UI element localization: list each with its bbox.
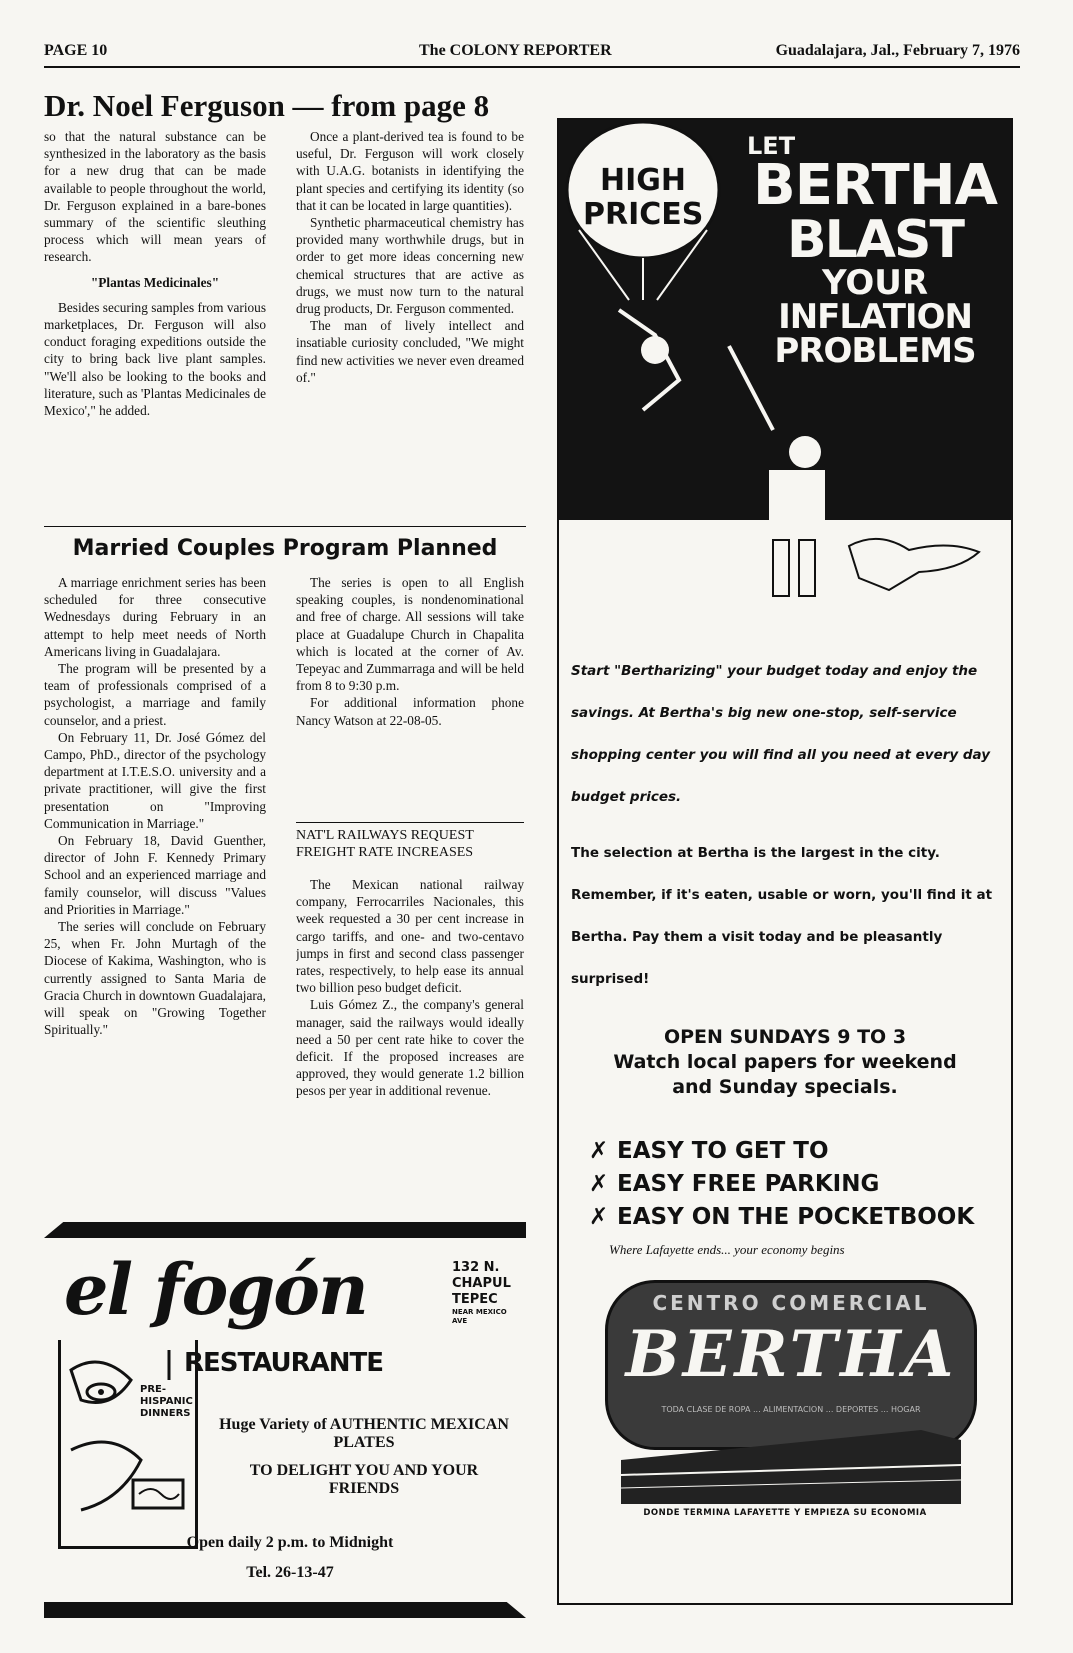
masthead [44, 38, 1020, 68]
slogan-blast: BLAST [787, 210, 963, 270]
face-drawing [61, 1340, 195, 1546]
ferguson-headline: Dr. Noel Ferguson — from page 8 [44, 88, 490, 123]
easy-item-text: EASY ON THE POCKETBOOK [617, 1204, 975, 1230]
paragraph: A marriage enrichment series has been scheduled for three consecutive Wednesdays during February in an attempt to help meet needs of North Americans living in Guadalajara. [44, 575, 266, 659]
paragraph: On February 11, Dr. José Gómez del Campo, PhD., director of the psychology department at I.T.E.S.O. university and a private practitioner, will give the first presentation on "Improving Communication in Marriage." [44, 729, 266, 831]
married-col-2 [296, 574, 524, 814]
fogon-hours: Open daily 2 p.m. to Midnight [186, 1534, 394, 1551]
divider [44, 526, 526, 527]
paragraph: For additional information phone Nancy Watson at 22-08-05. [296, 695, 524, 728]
paragraph: The program will be presented by a team of professionals comprised of a psychologist, a marriage and family counselor, and a priest. [44, 661, 266, 728]
fogon-face-illustration [58, 1340, 198, 1549]
paragraph: Synthetic pharmaceutical chemistry has provided many worthwhile drugs, but in order to get more ideas concerning new chemical structures that are active as drugs, we must now turn to the natural drug products, Dr. Ferguson commented. [296, 215, 524, 317]
fogon-variety: Huge Variety of AUTHENTIC MEXICAN PLATES [219, 1416, 509, 1451]
page-number: PAGE 10 [44, 42, 108, 59]
address-sub: NEAR MEXICO AVE [452, 1308, 507, 1325]
star-icon: ✗ [589, 1138, 609, 1164]
centro-top-text: CENTRO COMERCIAL [652, 1291, 930, 1315]
paragraph: Besides securing samples from various marketplaces, Dr. Ferguson will also conduct foraging expeditions outside the city to bring back live plant samples. "We'll also be looking to the books and literature, such as 'Plantas Medicinales de Mexico'," he added. [44, 299, 266, 419]
weekend-specials: Watch local papers for weekend and Sunday specials. [613, 1051, 957, 1098]
railways-headline: NAT'L RAILWAYS REQUEST FREIGHT RATE INCREASES [296, 822, 524, 861]
easy-list [589, 1135, 974, 1234]
fogon-delight: TO DELIGHT YOU AND YOUR FRIENDS [249, 1462, 479, 1497]
paragraph: The man of lively intellect and insatiable curiosity concluded, "We might find new activities we never even dreamed of." [296, 318, 524, 385]
ferguson-col-2 [296, 128, 524, 524]
paragraph: Once a plant-derived tea is found to be useful, Dr. Ferguson will work closely with U.A.G. botanists in identifying the plant species and certifying its identity (so that it can be located in large quantities). [296, 129, 524, 213]
fogon-tel: Tel. 26-13-47 [246, 1564, 334, 1581]
easy-item-text: EASY TO GET TO [617, 1138, 829, 1164]
star-icon: ✗ [589, 1171, 609, 1197]
paragraph: On February 18, David Guenther, director of John F. Kennedy Primary School and an experienced marriage and family counselor, will discuss "Values and Priorities in Marriage." [44, 833, 266, 917]
open-hours: OPEN SUNDAYS 9 TO 3 [663, 1026, 907, 1048]
donde-footer: DONDE TERMINA LAFAYETTE Y EMPIEZA SU ECONOMIA [643, 1508, 927, 1518]
el-fogon-ad [44, 1222, 526, 1618]
dateline: Guadalajara, Jal., February 7, 1976 [775, 42, 1020, 59]
ad-bottom-bar [44, 1602, 526, 1618]
married-couples-headline: Married Couples Program Planned [72, 536, 498, 561]
fogon-address [452, 1260, 518, 1326]
paragraph: so that the natural substance can be synthesized in the laboratory as the basis for a new drug that can be made available to people throughout the world, Dr. Ferguson explained in a bare-bones summary of the scientific sleuthing process which will mean years of research. [44, 129, 266, 265]
prehispanic-label: PRE-HISPANIC DINNERS [140, 1384, 193, 1419]
fogon-logo: el fogón [64, 1248, 367, 1331]
paragraph: The series will conclude on February 25, when Fr. John Murtagh of the Diocese of Kakima, Washington, who is currently assigned to Santa Maria de Gracia Church in downtown Guadalajara, will speak on "Growing Together Spiritually." [44, 919, 266, 1038]
paragraph: The series is open to all English speaking couples, is nondenominational and free of charge. All sessions will take place at Guadalupe Church in Chapalita which is located at the corner of Av. Tepeyac and Zummarraga and will be held from 8 to 9:30 p.m. [296, 575, 524, 694]
slogan-your: YOUR [821, 263, 929, 303]
list-item [589, 1168, 974, 1201]
ferguson-col-1 [44, 128, 266, 506]
address-text: 132 N. CHAPUL TEPEC [452, 1260, 511, 1307]
bertha-ad [557, 118, 1013, 1605]
ad-top-bar [44, 1222, 526, 1238]
restaurante-label: RESTAURANTE [184, 1348, 384, 1378]
married-col-1 [44, 574, 266, 1220]
subheading: "Plantas Medicinales" [90, 274, 220, 290]
railways-body [296, 876, 524, 1220]
paragraph: The Mexican national railway company, Ferrocarriles Nacionales, this week requested a 30 per cent increase in cargo tariffs, and one- and two-centavo jumps in first and second class passenger rates, respectively, to help ease its annual two billion peso budget deficit. [296, 877, 524, 996]
newspaper-title: The COLONY REPORTER [419, 42, 612, 59]
easy-item-text: EASY FREE PARKING [617, 1171, 880, 1197]
open-sundays [559, 1025, 1011, 1100]
building-icon [621, 1420, 961, 1504]
slogan-let: LET [747, 132, 796, 160]
balloon-text: HIGH PRICES [583, 163, 704, 232]
list-item [589, 1201, 974, 1234]
list-item [589, 1135, 974, 1168]
centro-sub-text: TODA CLASE DE ROPA ... ALIMENTACION ... DEPORTES ... HOGAR [661, 1405, 921, 1414]
paragraph: Luis Gómez Z., the company's general manager, said the railways would ideally need a 50 per cent rate hike to cover the deficit. If the proposed increases are approved, they would generate 1.2 billion pesos per year in additional revenue. [296, 997, 524, 1099]
slogan-problems: PROBLEMS [774, 331, 976, 371]
bertha-slogan [747, 132, 1003, 371]
bertha-illustration [559, 120, 1011, 630]
bertha-copy-1: Start "Bertharizing" your budget today and enjoy the savings. At Bertha's big new one-stop, self-service shopping center you will find all you need at every day budget prices. [571, 663, 991, 805]
bertha-tagline: Where Lafayette ends... your economy begins [609, 1242, 845, 1257]
slogan-inflation: INFLATION [778, 297, 972, 337]
star-icon: ✗ [589, 1204, 609, 1230]
bertha-copy-2: The selection at Bertha is the largest in the city. Remember, if it's eaten, usable or worn, you'll find it at Bertha. Pay them a visit today and be pleasantly surprised! [571, 845, 993, 987]
centro-name: BERTHA [625, 1317, 957, 1392]
slogan-bertha: BERTHA [753, 153, 997, 218]
